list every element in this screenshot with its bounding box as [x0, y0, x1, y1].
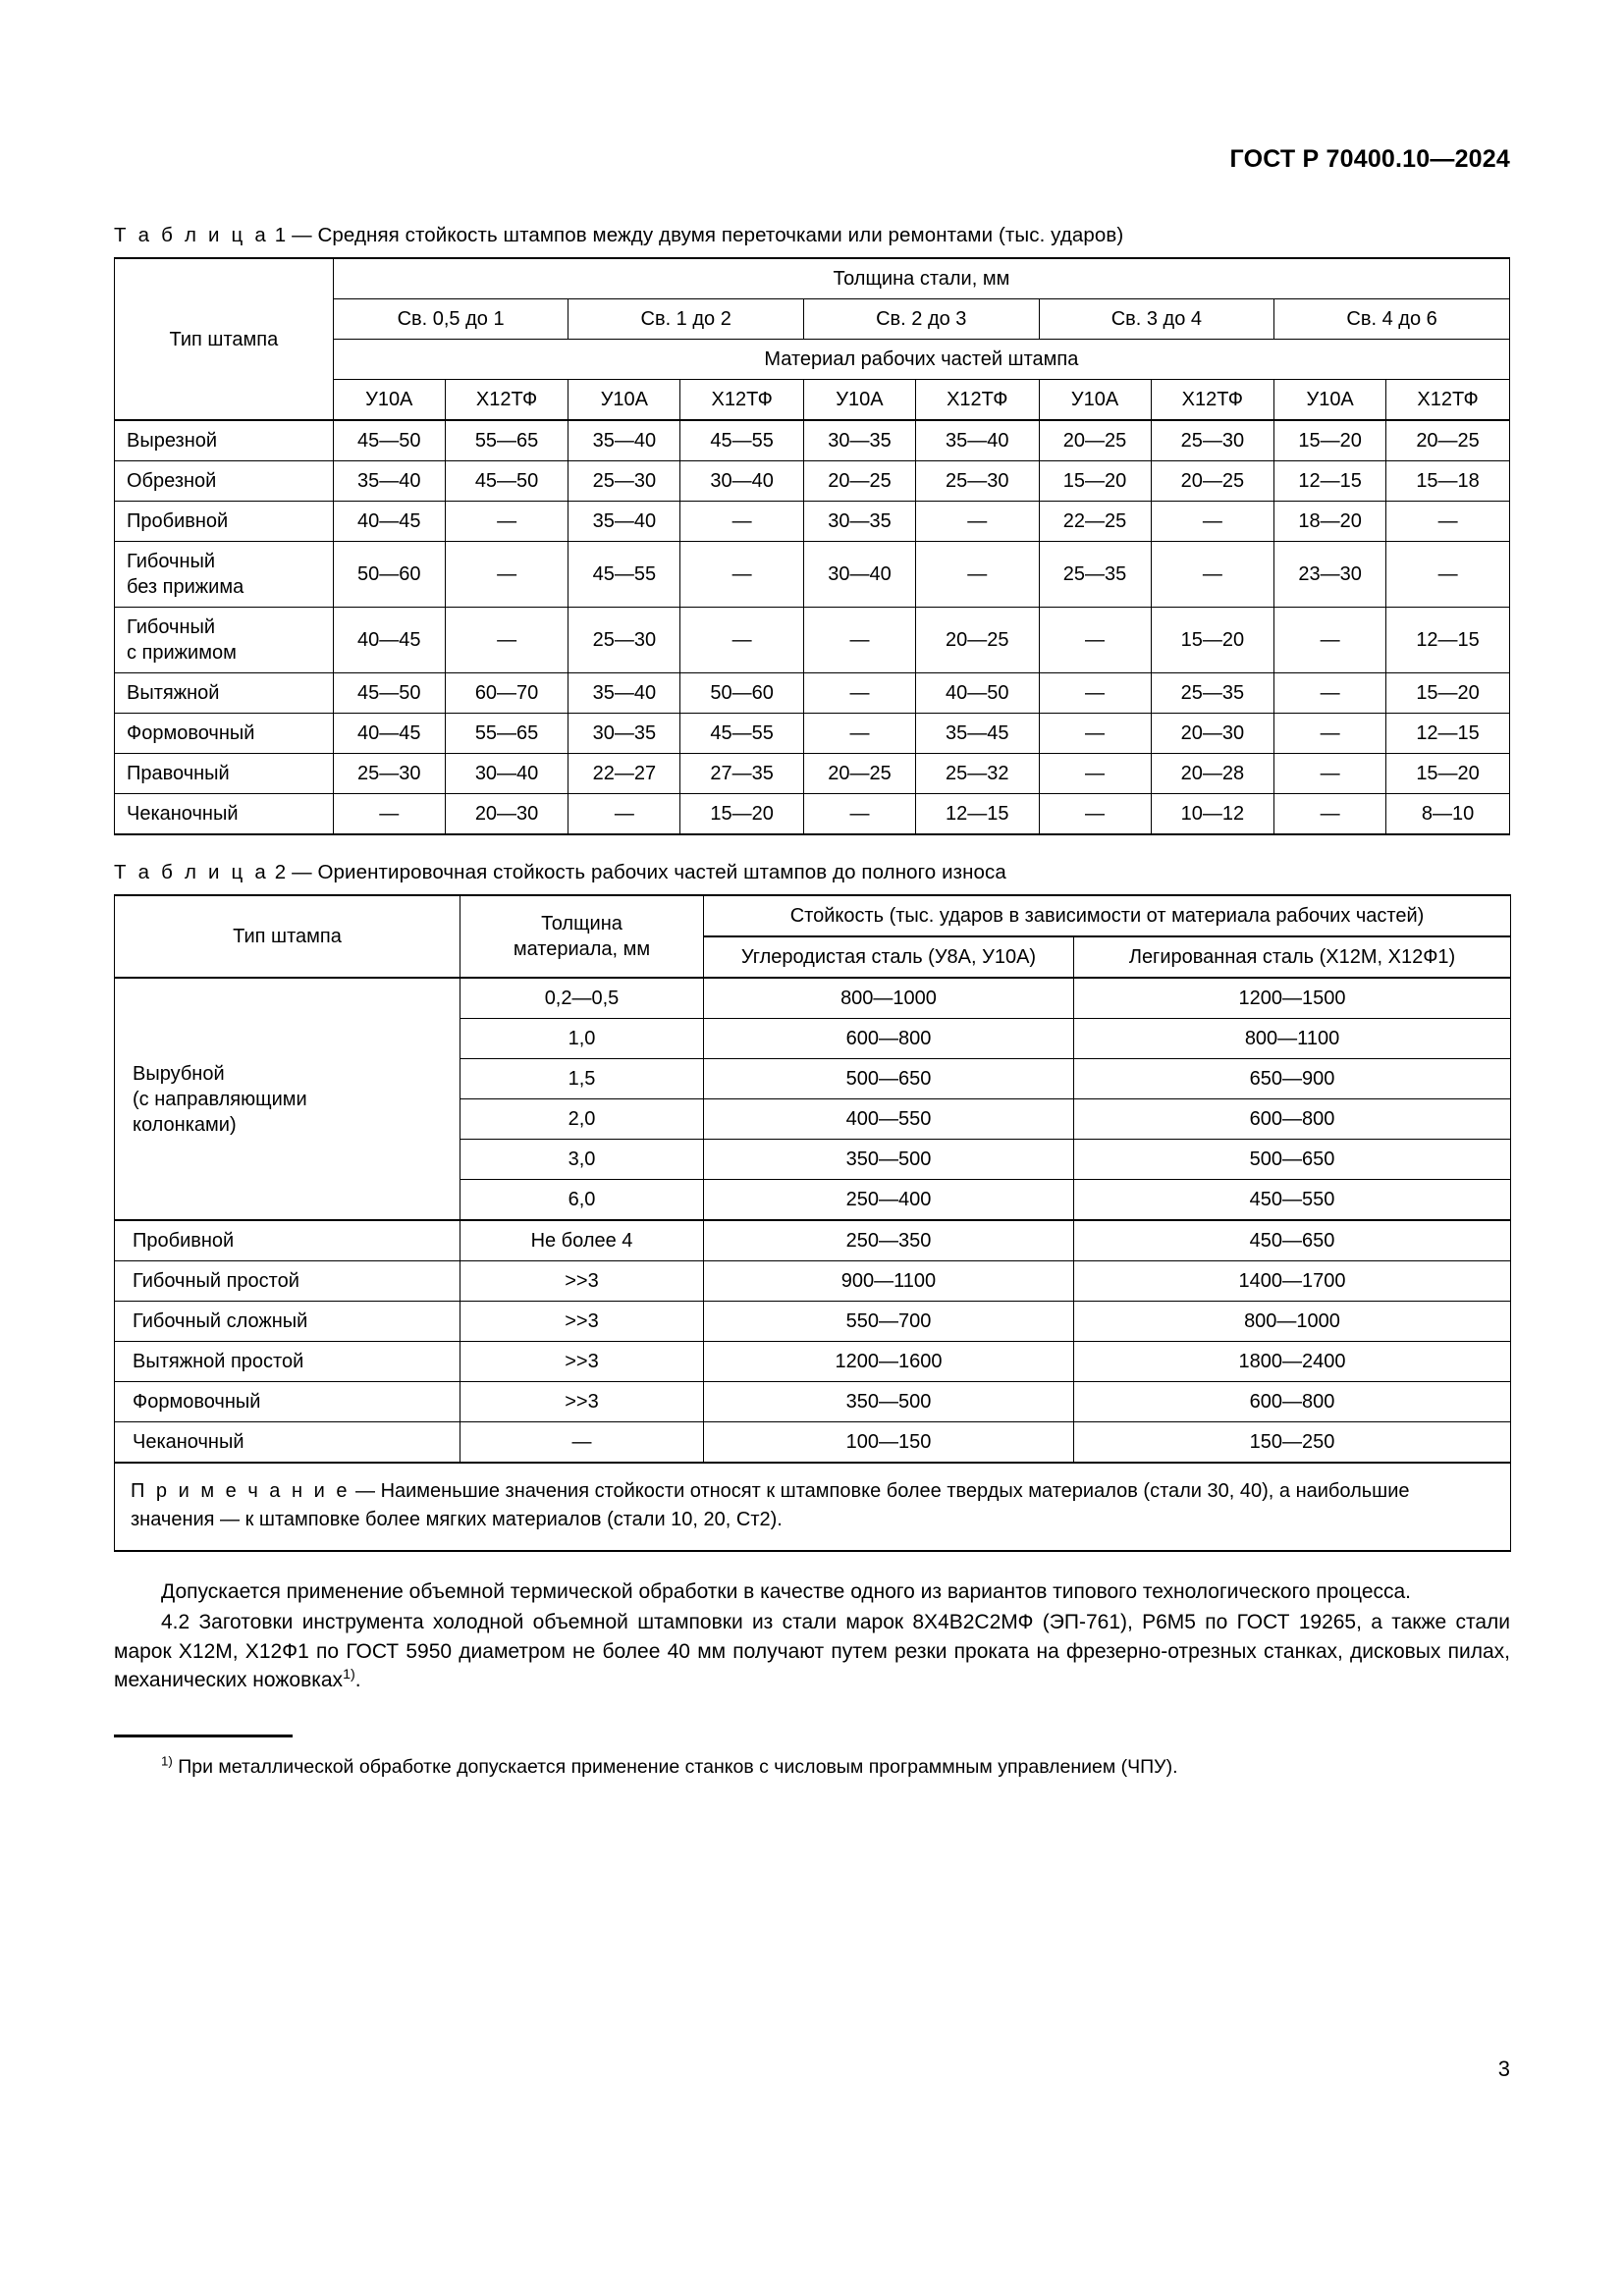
table1-cell: 25—30 [1151, 420, 1274, 461]
table2-note-label: П р и м е ч а н и е [131, 1480, 351, 1502]
table1-cell: 15—20 [1039, 461, 1151, 502]
table1-cell: 30—35 [803, 420, 915, 461]
table2-cell-alloy: 1800—2400 [1074, 1342, 1511, 1382]
table-row [115, 542, 1510, 608]
table1-cell: 25—35 [1039, 542, 1151, 608]
table1-cell: 12—15 [1386, 714, 1510, 754]
table1-row-type: Обрезной [115, 461, 334, 502]
table1-cell: — [568, 794, 680, 835]
table2-cell-alloy: 800—1100 [1074, 1019, 1511, 1059]
table1-cell: 25—30 [333, 754, 445, 794]
table1-col-type-header: Тип штампа [115, 258, 334, 420]
table2-cell-carbon: 800—1000 [704, 978, 1074, 1019]
table1-cell: 25—30 [568, 461, 680, 502]
table1-cell: 60—70 [445, 673, 568, 714]
table1-cell: 55—65 [445, 420, 568, 461]
table1-cell: 25—30 [568, 608, 680, 673]
table1-cell: — [1386, 542, 1510, 608]
table2-cell-alloy: 800—1000 [1074, 1302, 1511, 1342]
table1-row-type: Правочный [115, 754, 334, 794]
table1-cell: 35—40 [568, 502, 680, 542]
table-row [115, 461, 1510, 502]
table1-cell: — [680, 608, 804, 673]
table2-col-type-header: Тип штампа [115, 895, 460, 978]
table2-cell-alloy: 500—650 [1074, 1140, 1511, 1180]
table2-cell-carbon: 250—350 [704, 1220, 1074, 1261]
table2-note-row [115, 1463, 1511, 1551]
table2-col-carbon-header: Углеродистая сталь (У8А, У10А) [704, 936, 1074, 978]
table1-cell: 45—50 [333, 673, 445, 714]
table1-row-type: Формовочный [115, 714, 334, 754]
table1-cell: 30—40 [445, 754, 568, 794]
footnote-body [114, 1753, 1510, 1781]
table2-row-type: Гибочный простой [115, 1261, 460, 1302]
table1-row-type: Вытяжной [115, 673, 334, 714]
table1-cell: 35—40 [333, 461, 445, 502]
table1-cell: 40—50 [915, 673, 1039, 714]
table1-cell: — [1151, 542, 1274, 608]
table-row [115, 608, 1510, 673]
table1-cell: 35—40 [568, 673, 680, 714]
table2-caption-text: Ориентировочная стойкость рабочих частей штампов до полного износа [317, 861, 1006, 883]
table1-cell: 30—35 [803, 502, 915, 542]
table2-cell-thickness: 1,0 [460, 1019, 704, 1059]
table1-material-col: Х12ТФ [915, 380, 1039, 421]
table1-cell: 20—30 [1151, 714, 1274, 754]
table1-cell: 30—40 [680, 461, 804, 502]
body-text [114, 1577, 1510, 1695]
table2-caption [114, 861, 1510, 884]
table1-cell: 12—15 [1274, 461, 1386, 502]
paragraph-intro: Допускается применение объемной термической обработки в качестве одного из вариантов типового технологического процесса. [161, 1580, 1412, 1603]
table2-caption-number: 2 [274, 861, 287, 883]
table1-cell: — [1274, 714, 1386, 754]
table-row [115, 420, 1510, 461]
table2-cell-carbon: 250—400 [704, 1180, 1074, 1221]
table1-cell: — [915, 502, 1039, 542]
table2-cell-carbon: 1200—1600 [704, 1342, 1074, 1382]
table-2-working-parts-durability [114, 894, 1511, 1552]
table2-cell-carbon: 350—500 [704, 1140, 1074, 1180]
table-row [115, 1342, 1511, 1382]
table1-cell: — [1274, 673, 1386, 714]
table2-cell-alloy: 600—800 [1074, 1099, 1511, 1140]
table-row [115, 978, 1511, 1019]
table1-material-col: Х12ТФ [680, 380, 804, 421]
table1-cell: 15—20 [680, 794, 804, 835]
table1-cell: — [803, 608, 915, 673]
table2-cell-carbon: 100—150 [704, 1422, 1074, 1464]
table1-cell: 15—20 [1151, 608, 1274, 673]
table2-cell-thickness: 1,5 [460, 1059, 704, 1099]
table1-cell: 40—45 [333, 608, 445, 673]
table-row [115, 1261, 1511, 1302]
table1-cell: — [1274, 794, 1386, 835]
table1-caption [114, 224, 1510, 247]
table2-cell-alloy: 1400—1700 [1074, 1261, 1511, 1302]
table2-cell-carbon: 400—550 [704, 1099, 1074, 1140]
table1-cell: 23—30 [1274, 542, 1386, 608]
table1-row-type: Чеканочный [115, 794, 334, 835]
table1-cell: — [445, 502, 568, 542]
table1-cell: 20—28 [1151, 754, 1274, 794]
page-content [114, 224, 1510, 1782]
table1-cell: 50—60 [680, 673, 804, 714]
table2-cell-thickness: 3,0 [460, 1140, 704, 1180]
table1-cell: — [1039, 794, 1151, 835]
table2-row-type: Вытяжной простой [115, 1342, 460, 1382]
table1-cell: 45—55 [680, 714, 804, 754]
table2-row-type: Формовочный [115, 1382, 460, 1422]
table1-row-type: Вырезной [115, 420, 334, 461]
footnote-reference-marker: 1) [343, 1667, 355, 1683]
table1-cell: 55—65 [445, 714, 568, 754]
table1-cell: 20—25 [1151, 461, 1274, 502]
table1-material-col: У10А [1039, 380, 1151, 421]
table1-cell: 15—20 [1386, 754, 1510, 794]
table2-cell-thickness: 2,0 [460, 1099, 704, 1140]
table1-material-col: У10А [333, 380, 445, 421]
table2-note [115, 1463, 1511, 1551]
table2-row-type: Гибочный сложный [115, 1302, 460, 1342]
table-row [115, 1422, 1511, 1464]
table1-thickness-group: Св. 0,5 до 1 [333, 299, 568, 340]
table1-cell: — [803, 673, 915, 714]
table1-cell: 20—25 [915, 608, 1039, 673]
table-row [115, 673, 1510, 714]
table1-row-type: Гибочный с прижимом [115, 608, 334, 673]
table2-cell-thickness: 6,0 [460, 1180, 704, 1221]
table1-cell: — [1039, 714, 1151, 754]
table1-cell: 12—15 [915, 794, 1039, 835]
table2-cell-thickness: Не более 4 [460, 1220, 704, 1261]
table1-cell: — [803, 714, 915, 754]
table1-cell: — [680, 502, 804, 542]
table-row [115, 714, 1510, 754]
table2-cell-thickness: >>3 [460, 1302, 704, 1342]
table2-cell-carbon: 600—800 [704, 1019, 1074, 1059]
table1-cell: 20—25 [803, 754, 915, 794]
table1-cell: 20—30 [445, 794, 568, 835]
table2-row-type: Пробивной [115, 1220, 460, 1261]
table1-material-col: Х12ТФ [445, 380, 568, 421]
table1-cell: — [680, 542, 804, 608]
table1-cell: 40—45 [333, 502, 445, 542]
table2-cell-alloy: 450—650 [1074, 1220, 1511, 1261]
table1-row-type: Гибочный без прижима [115, 542, 334, 608]
table1-cell: — [1039, 608, 1151, 673]
table1-cell: 40—45 [333, 714, 445, 754]
table2-cell-thickness: >>3 [460, 1342, 704, 1382]
table1-cell: 20—25 [1386, 420, 1510, 461]
table2-caption-label: Т а б л и ц а [114, 861, 269, 883]
table1-cell: 25—32 [915, 754, 1039, 794]
table2-col-thickness-header: Толщина материала, мм [460, 895, 704, 978]
paragraph-4-2-number: 4.2 [161, 1610, 190, 1633]
paragraph-4-2 [114, 1608, 1510, 1695]
table1-caption-number: 1 [274, 224, 287, 246]
table2-cell-carbon: 900—1100 [704, 1261, 1074, 1302]
table2-header-row-1 [115, 895, 1511, 936]
table2-cell-thickness: >>3 [460, 1261, 704, 1302]
table2-cell-thickness: — [460, 1422, 704, 1464]
table1-material-col: У10А [1274, 380, 1386, 421]
table1-cell: 45—50 [445, 461, 568, 502]
table1-cell: — [1274, 608, 1386, 673]
table1-material-col: У10А [568, 380, 680, 421]
table1-cell: 8—10 [1386, 794, 1510, 835]
table-row [115, 502, 1510, 542]
table1-cell: 45—50 [333, 420, 445, 461]
table1-cell: 45—55 [680, 420, 804, 461]
table-row [115, 1382, 1511, 1422]
table1-cell: — [803, 794, 915, 835]
table1-cell: — [1039, 673, 1151, 714]
table1-material-header: Материал рабочих частей штампа [333, 340, 1509, 380]
table1-thickness-group: Св. 2 до 3 [803, 299, 1039, 340]
page-number: 3 [1497, 2056, 1510, 2081]
table2-cell-carbon: 350—500 [704, 1382, 1074, 1422]
footnote-separator-rule [114, 1735, 293, 1737]
table1-cell: 22—27 [568, 754, 680, 794]
table-1-stamp-durability [114, 257, 1510, 835]
table-row [115, 794, 1510, 835]
table1-cell: 25—35 [1151, 673, 1274, 714]
table1-material-col: У10А [803, 380, 915, 421]
table1-cell: — [1274, 754, 1386, 794]
table1-header-row-1 [115, 258, 1510, 299]
table1-cell: — [1386, 502, 1510, 542]
paragraph-4-2-tail: . [354, 1669, 361, 1692]
table2-col-alloy-header: Легированная сталь (Х12М, Х12Ф1) [1074, 936, 1511, 978]
table1-caption-text: Средняя стойкость штампов между двумя переточками или ремонтами (тыс. ударов) [317, 224, 1124, 246]
table2-cell-alloy: 600—800 [1074, 1382, 1511, 1422]
table1-cell: 10—12 [1151, 794, 1274, 835]
table1-thickness-group: Св. 3 до 4 [1039, 299, 1274, 340]
table1-cell: — [915, 542, 1039, 608]
table2-cell-thickness: >>3 [460, 1382, 704, 1422]
table1-cell: — [1151, 502, 1274, 542]
table1-cell: 35—40 [915, 420, 1039, 461]
table2-cell-thickness: 0,2—0,5 [460, 978, 704, 1019]
table1-cell: 15—18 [1386, 461, 1510, 502]
footnote-marker: 1) [161, 1753, 173, 1769]
table1-cell: 15—20 [1386, 673, 1510, 714]
table2-row-type: Чеканочный [115, 1422, 460, 1464]
footnote-text: При металлической обработке допускается применение станков с числовым программным управлением (ЧПУ). [178, 1756, 1178, 1779]
table1-caption-label: Т а б л и ц а [114, 224, 269, 246]
table-row [115, 1302, 1511, 1342]
table2-group-vyrubnoy-label: Вырубной (с направляющими колонками) [115, 978, 460, 1220]
table2-note-dash: — [355, 1480, 375, 1502]
paragraph-4-2-text: Заготовки инструмента холодной объемной штамповки из стали марок 8Х4В2С2МФ (ЭП-761), Р6М5 по ГОСТ 19265, а также стали марок Х12М, Х12Ф1 по ГОСТ 5950 диаметром не более 40 мм получают путем резки проката на фрезерно-отрезных станках, дисковых пилах, механических ножовках [114, 1610, 1510, 1692]
table1-cell: — [1039, 754, 1151, 794]
table1-material-col: Х12ТФ [1151, 380, 1274, 421]
table1-cell: 45—55 [568, 542, 680, 608]
table1-thickness-group: Св. 1 до 2 [568, 299, 804, 340]
table1-thickness-group: Св. 4 до 6 [1274, 299, 1510, 340]
table1-cell: 15—20 [1274, 420, 1386, 461]
table2-cell-carbon: 500—650 [704, 1059, 1074, 1099]
table1-cell: 22—25 [1039, 502, 1151, 542]
table1-cell: 35—45 [915, 714, 1039, 754]
table1-cell: 18—20 [1274, 502, 1386, 542]
table1-cell: 30—40 [803, 542, 915, 608]
table2-cell-alloy: 1200—1500 [1074, 978, 1511, 1019]
table1-cell: 20—25 [803, 461, 915, 502]
table1-cell: 20—25 [1039, 420, 1151, 461]
table1-material-col: Х12ТФ [1386, 380, 1510, 421]
table2-group-header-durability: Стойкость (тыс. ударов в зависимости от материала рабочих частей) [704, 895, 1511, 936]
table1-cell: 12—15 [1386, 608, 1510, 673]
table1-caption-dash: — [292, 224, 312, 246]
table1-cell: 30—35 [568, 714, 680, 754]
table1-group-header-thickness: Толщина стали, мм [333, 258, 1509, 299]
table1-cell: — [445, 608, 568, 673]
footnote-section [114, 1735, 1510, 1781]
table2-cell-carbon: 550—700 [704, 1302, 1074, 1342]
document-header-standard-id: ГОСТ Р 70400.10—2024 [1229, 145, 1510, 173]
table1-cell: — [445, 542, 568, 608]
table1-cell: 50—60 [333, 542, 445, 608]
table2-cell-alloy: 650—900 [1074, 1059, 1511, 1099]
table2-caption-dash: — [292, 861, 312, 883]
table1-cell: 25—30 [915, 461, 1039, 502]
table-row [115, 754, 1510, 794]
table-row [115, 1220, 1511, 1261]
footnote-paragraph [114, 1753, 1510, 1781]
table2-note-text: Наименьшие значения стойкости относят к штамповке более твердых материалов (стали 30, 40), а наибольшие значения — к штамповке более мягких материалов (стали 10, 20, Ст2). [131, 1480, 1410, 1530]
table1-cell: 27—35 [680, 754, 804, 794]
table1-row-type: Пробивной [115, 502, 334, 542]
table2-cell-alloy: 150—250 [1074, 1422, 1511, 1464]
table2-cell-alloy: 450—550 [1074, 1180, 1511, 1221]
table1-cell: — [333, 794, 445, 835]
table1-cell: 35—40 [568, 420, 680, 461]
